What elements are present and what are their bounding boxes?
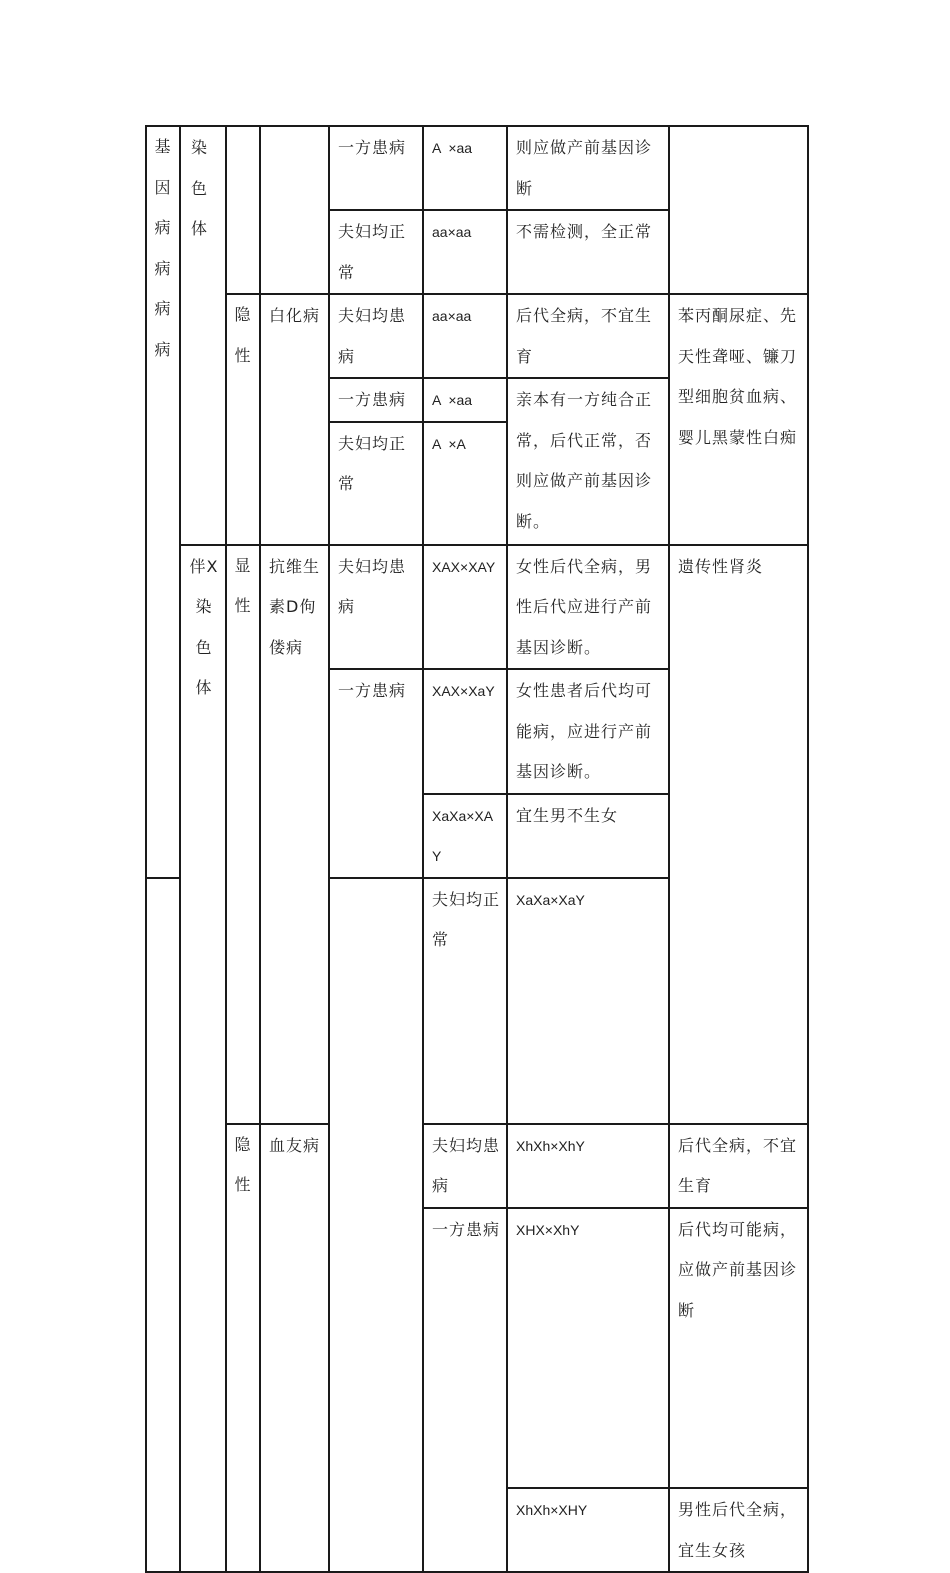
disease-cell	[260, 294, 329, 545]
genotype-text: XaXa×XAY	[432, 807, 494, 864]
advice-cell	[507, 794, 669, 878]
advice-cell	[507, 378, 669, 545]
situation-cell	[329, 422, 423, 545]
genotype-cell	[423, 669, 507, 794]
situation-text: 夫妇均患病	[432, 1135, 501, 1195]
genetic-disease-table	[145, 125, 809, 1573]
disease-label: 抗维生素D佝偻病	[269, 556, 321, 657]
category-continued-cell	[146, 878, 180, 1573]
situation-text: 夫妇均正常	[338, 222, 407, 282]
situation-text: 一方患病	[338, 681, 407, 700]
genotype-text: XhXh×XHY	[516, 1502, 588, 1518]
dominance-label: 隐性	[234, 1134, 252, 1194]
advice-cell	[669, 1488, 808, 1572]
dominance-label: 显性	[234, 555, 252, 615]
autosome-cell	[180, 126, 226, 545]
genotype-text: XhXh×XhY	[516, 1137, 585, 1154]
situation-cell	[329, 378, 423, 422]
genotype-text: XAX×XAY	[432, 558, 496, 575]
situation-text: 一方患病	[338, 138, 407, 157]
advice-cell	[507, 545, 669, 670]
advice-text: 男性后代全病，宜生女孩	[678, 1500, 798, 1560]
situation-text: 夫妇均患病	[338, 306, 407, 366]
examples-cell	[669, 294, 808, 545]
dominance-cell	[226, 545, 260, 1124]
situation-text: 一方患病	[338, 390, 407, 409]
situation-cell	[423, 1208, 507, 1573]
genotype-text: A ×A	[432, 435, 466, 452]
dominance-label: 隐性	[234, 305, 252, 365]
genotype-cell	[423, 126, 507, 210]
genotype-cell	[507, 1124, 669, 1208]
autosome-continued-cell	[329, 878, 423, 1573]
genotype-cell	[507, 1208, 669, 1489]
empty-dominance-cell	[226, 126, 260, 294]
situation-text: 一方患病	[432, 1219, 501, 1239]
advice-text: 后代全病，不宜生育	[516, 306, 653, 366]
advice-text: 则应做产前基因诊断	[516, 138, 653, 198]
genotype-text: XaXa×XaY	[516, 891, 585, 908]
dominance-cell	[226, 1124, 260, 1573]
genotype-text: aa×aa	[432, 308, 472, 324]
disease-label: 白化病	[269, 306, 321, 325]
advice-text: 后代全病，不宜生育	[678, 1135, 798, 1195]
examples-text: 苯丙酮尿症、先天性聋哑、镰刀型细胞贫血病、婴儿黑蒙性白痴	[678, 306, 798, 447]
dominance-cell	[226, 294, 260, 545]
advice-text: 后代均可能病，应做产前基因诊断	[678, 1219, 798, 1320]
disease-cell	[260, 1124, 329, 1573]
disease-label: 血友病	[269, 1135, 321, 1155]
genotype-text: aa×aa	[432, 224, 472, 240]
genotype-text: XHX×XhY	[516, 1221, 580, 1238]
advice-text: 女性后代全病，男性后代应进行产前基因诊断。	[516, 556, 653, 657]
advice-cell	[507, 669, 669, 794]
category-cell	[146, 126, 180, 878]
situation-cell	[329, 126, 423, 210]
situation-cell	[423, 878, 507, 1124]
genotype-cell	[423, 422, 507, 545]
advice-text: 亲本有一方纯合正常，后代正常，否则应做产前基因诊断。	[516, 390, 653, 531]
advice-cell	[507, 126, 669, 210]
advice-text: 女性患者后代均可能病，应进行产前基因诊断。	[516, 681, 653, 781]
situation-cell	[329, 545, 423, 670]
situation-text: 夫妇均患病	[338, 556, 407, 616]
genotype-cell	[423, 545, 507, 670]
situation-cell	[329, 669, 423, 878]
situation-text: 夫妇均正常	[432, 889, 501, 949]
genotype-text: A ×aa	[432, 140, 473, 156]
xlinked-cell	[180, 545, 226, 1573]
genotype-text: XAX×XaY	[432, 683, 495, 699]
genotype-cell	[507, 878, 669, 1124]
advice-cell	[507, 294, 669, 378]
examples-text: 遗传性肾炎	[678, 556, 764, 576]
situation-cell	[423, 1124, 507, 1208]
advice-cell	[669, 1124, 808, 1208]
disease-cell	[260, 545, 329, 1124]
advice-text: 宜生男不生女	[516, 805, 619, 825]
situation-cell	[329, 210, 423, 294]
advice-cell	[669, 1208, 808, 1489]
examples-cell	[669, 126, 808, 294]
genotype-cell	[423, 794, 507, 878]
genotype-text: A ×aa	[432, 392, 473, 408]
examples-text	[670, 127, 807, 128]
category-label: 基因病病病病	[154, 137, 172, 359]
genotype-cell	[423, 210, 507, 294]
advice-text: 不需检测，全正常	[516, 222, 653, 241]
situation-cell	[329, 294, 423, 378]
genotype-cell	[423, 294, 507, 378]
genotype-cell	[423, 378, 507, 422]
examples-cell	[669, 545, 808, 1124]
situation-text: 夫妇均正常	[338, 433, 407, 493]
genotype-cell	[507, 1488, 669, 1572]
advice-cell	[507, 210, 669, 294]
empty-disease-cell	[260, 126, 329, 294]
autosome-label: 染色体	[191, 138, 209, 238]
xlinked-label: 伴X染色体	[189, 556, 219, 697]
